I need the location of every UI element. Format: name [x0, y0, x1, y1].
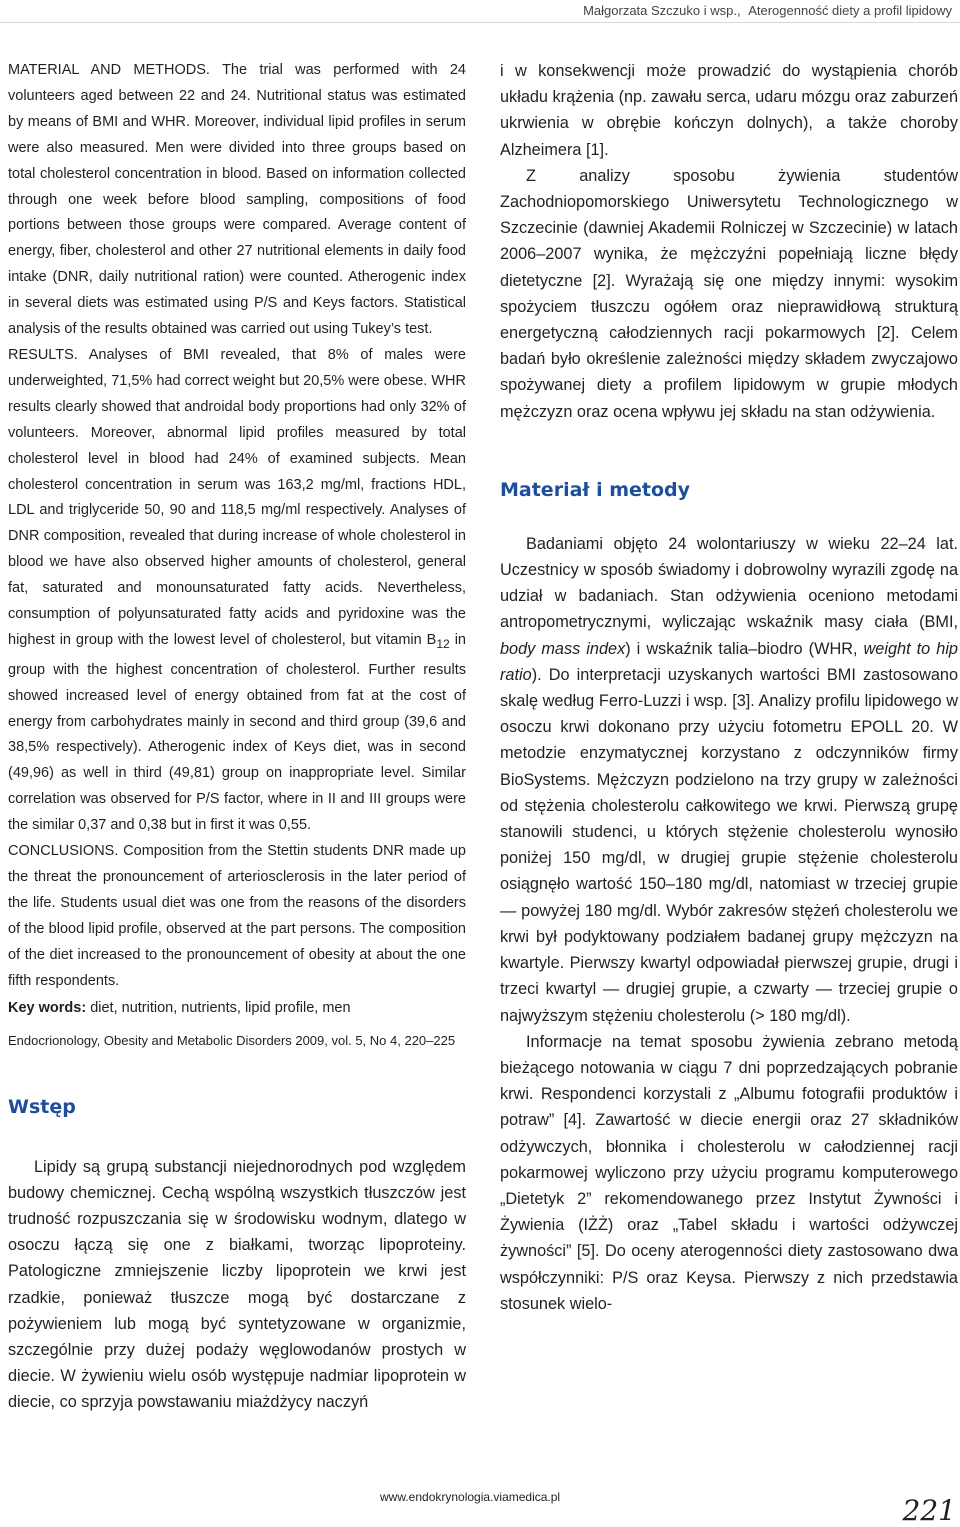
abstract-results-subscript: 12 [436, 636, 450, 651]
section-heading-introduction: Wstęp [8, 1095, 76, 1118]
materials-p1-text-c: ). Do interpretacji uzyskanych wartości BMI zastosowano skalę według Ferro-Luzzi i wsp. [3]. Analizy profilu lipidowego w osoczu krwi dokonano przy użyciu fotometru EPOLL 20. W metodzie enzymatycznej korzystano z odczynników firmy BioSystems. Mężczyzn podzielono na trzy grupy w zależności od stężenia cholesterolu całkowitego we krwi. Pierwszą grupę stanowili studenci, u których stężenie cholesterolu wynosiło poniżej 150 mg/dl, w drugiej grupie stężenie cholesterolu osiągnęło wartość 150–180 mg/dl, natomiast w trzeciej grupie — powyżej 180 mg/dl. Wybór zakresów stężeń cholesterolu we krwi był podyktowany podziałem badanej grupy mężczyzn na kwartyle. Pierwszy kwartyl odpowiadał pierwszej grupie, drugi i trzeci kwartyl — drugiej grupie, a czwarty — trzeciej grupie o najwyższym stężeniu cholesterolu (> 180 mg/dl). [500, 665, 958, 1025]
intro-continuation-paragraph: i w konsekwencji może prowadzić do wystąpienia chorób układu krążenia (np. zawału serca, udaru mózgu oraz zaburzeń ukrwienia w obrębie kończyn dolnych), a także choroby Alzheimera [1]. [500, 62, 958, 159]
abstract-results-label: RESULTS. [8, 346, 78, 363]
section-heading-materials-methods: Materiał i metody [500, 478, 690, 501]
keywords-label: Key words: [8, 999, 87, 1016]
abstract-methods-text: The trial was performed with 24 volunteers aged between 22 and 24. Nutritional status was estimated by means of BMI and WHR. Moreover, individual lipid profiles in serum were also measured. Men were divided into three groups based on total cholesterol concentration in blood. Based on information collected through one week before blood sampling, compositions of food portions between those groups were compared. Average content of energy, fiber, cholesterol and other 27 nutritional elements in daily food intake (DNR, daily nutritional ration) were counted. Atherogenic index in several diets was estimated using P/S and Keys factors. Statistical analysis of the results obtained was carried out using Tukey’s test. [8, 62, 466, 338]
left-column [8, 58, 466, 1416]
materials-paragraph-2: Informacje na temat sposobu żywienia zebrano metodą bieżącego notowania w ciągu 7 dni poprzedzających pobranie krwi. Respondenci korzystali z „Albumu fotografii produktów i potraw” [4]. Zawartość w diecie energii oraz 27 składników odżywczych, błonnika i cholesterolu w całodziennej racji pokarmowej wyliczono przy użyciu programu komputerowego „Dietetyk 2” rekomendowanego przez Instytut Żywności i Żywienia (IŻŻ) oraz „Tabel składu i wartości odżywczej żywności” [5]. Do oceny aterogenności diety zastosowano dwa współczynniki: P/S oraz Keysa. Pierwszy z nich przedstawia stosunek wielo- [500, 1032, 958, 1313]
running-header [0, 0, 960, 23]
journal-reference: Endocrionology, Obesity and Metabolic Disorders 2009, vol. 5, No 4, 220–225 [8, 1032, 456, 1048]
footer-url: www.endokrynologia.viamedica.pl [380, 1490, 561, 1504]
abstract-methods-label: MATERIAL AND METHODS. [8, 62, 210, 78]
materials-p1-text-b: ) i wskaźnik talia–biodro (WHR, [625, 639, 864, 658]
running-header-text [583, 3, 952, 18]
page-number: 221 [902, 1494, 956, 1527]
header-title: Aterogenność diety a profil lipidowy [748, 3, 952, 18]
abstract-conclusions-text: Composition from the Stettin students DNR made up the threat the pronouncement of arteriosclerosis in the later period of the life. Students usual diet was one from the reasons of the disorders of the blood lipid profile, observed at the part persons. The composition of the diet increased to the pronouncement of obesity at about the one fifth respondents. [8, 843, 466, 989]
abstract [8, 58, 466, 995]
abstract-results-text-a: Analyses of BMI revealed, that 8% of males were underweighted, 71,5% had correct weight but 20,5% were obese. WHR results clearly showed that androidal body proportions had only 32% of volunteers. Moreover, abnormal lipid profiles measured by total cholesterol level in blood had 24% of examined subjects. Mean cholesterol concentration in serum was 163,2 mg/ml, fractions HDL, LDL and triglyceride 50, 90 and 118,5 mg/ml respectively. Analyses of DNR composition, revealed that during increase of whole cholesterol in blood we have also observed higher amounts of cholesterol, general fat, saturated and monounsaturated fatty acids. Nevertheless, consumption of polyunsaturated fatty acids and pyridoxine was the highest in group with the lowest level of cholesterol, but vitamin B [8, 346, 466, 648]
abstract-conclusions-label: CONCLUSIONS. [8, 843, 119, 860]
study-aim-paragraph: Z analizy sposobu żywienia studentów Zachodniopomorskiego Uniwersytetu Technologicznego w Szczecinie (dawniej Akademii Rolniczej w Szczecinie) w latach 2006–2007 wynika, że mężczyźni popełniają liczne błędy dietetyczne [2]. Wyrażają się one między innymi: wysokim spożyciem tłuszczu ogółem oraz nieprawidłową strukturą energetyczną całodziennych racji pokarmowych [2]. Celem badań było określenie zależności między składem zwyczajowo spożywanej diety a profilem lipidowym w grupie młodych mężczyzn oraz ocena wpływu jej składu na stan odżywienia. [500, 166, 958, 421]
materials-p1-emphasis-whr: weight to hip ratio [500, 639, 958, 684]
materials-p1-text-a: Badaniami objęto 24 wolontariuszy w wieku 22–24 lat. Uczestnicy w sposób świadomy i dobrowolny wyrazili zgodę na udział w badaniach. Stan odżywienia oceniono metodami antropometrycznymi, wyliczając wskaźnik masy ciała (BMI, [500, 534, 958, 632]
keywords [8, 998, 466, 1018]
keywords-text: diet, nutrition, nutrients, lipid profile, men [90, 999, 351, 1016]
materials-p1-emphasis-bmi: body mass index [500, 639, 626, 658]
right-column [500, 58, 958, 1317]
introduction-paragraph: Lipidy są grupą substancji niejednorodnych pod względem budowy chemicznej. Cechą wspólną wszystkich tłuszczów jest trudność rozpuszczania się w środowisku wodnym, dlatego w osoczu łączą się one z białkami, tworząc lipoproteiny. Patologiczne zmniejszenie liczby lipoprotein we krwi jest rzadkie, ponieważ tłuszcze mogą być dostarczane z pożywieniem lub mogą być syntetyzowane w organizmie, szczególnie przy dużej podaży węglowodanów prostych w diecie. W żywieniu wielu osób występuje nadmiar lipoprotein w diecie, co sprzyja powstawaniu miażdżycy naczyń [8, 1157, 466, 1412]
abstract-results-text-b: in group with the highest concentration of cholesterol. Further results showed increased level of energy obtained from fat at the cost of energy from carbohydrates mainly in second and third group (39,6 and 38,5% respectively). Atherogenic index of Keys diet, was in second (49,96) as well in third (49,81) group on inappropriate level. Similar correlation was observed for P/S factor, where in II and III groups were the similar 0,37 and 0,38 but in first it was 0,55. [8, 631, 466, 834]
materials-paragraph-1 [500, 531, 958, 1029]
header-authors: Małgorzata Szczuko i wsp., [583, 3, 741, 18]
